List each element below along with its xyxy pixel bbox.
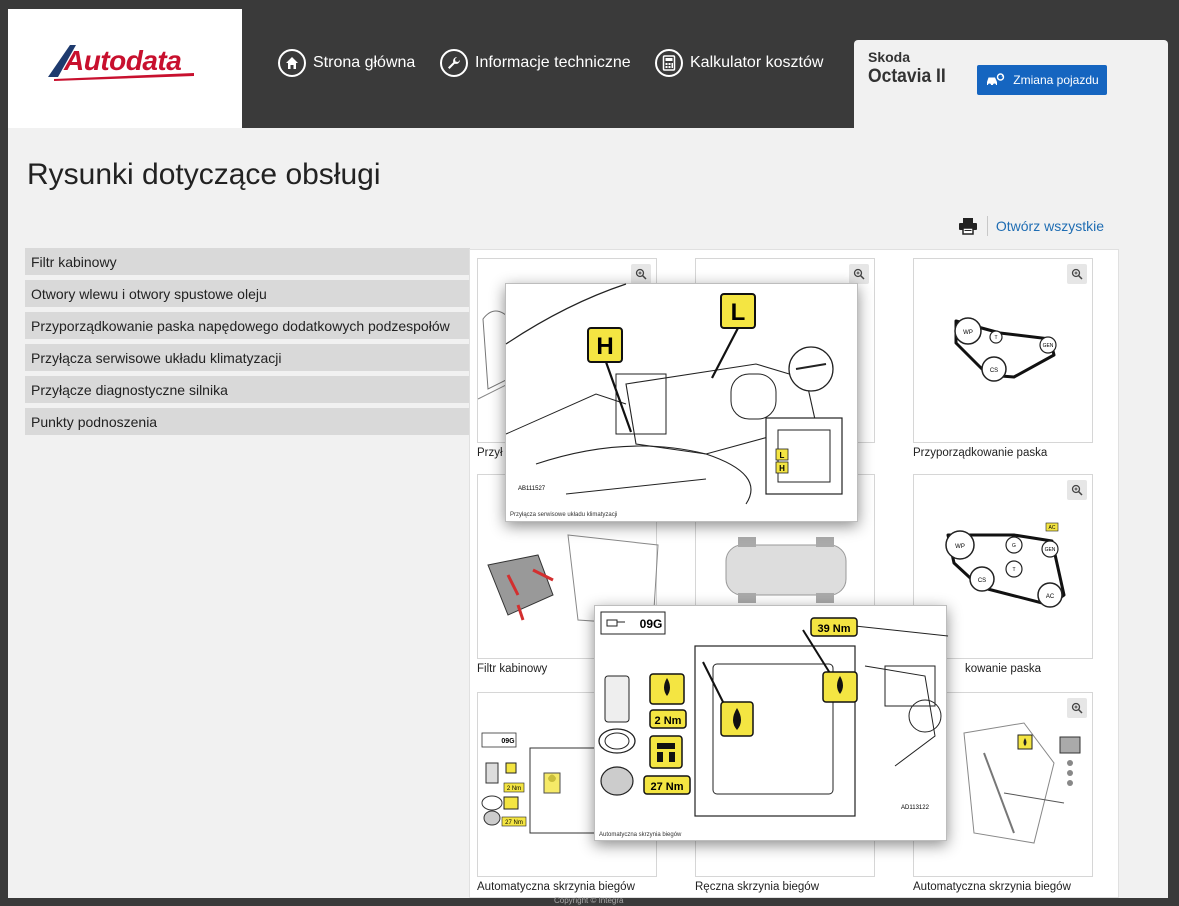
thumb-belt-routing-1[interactable] (913, 258, 1093, 459)
thumb-caption: Przyporządkowanie paska (913, 447, 1048, 459)
page-title: Rysunki dotyczące obsługi (27, 158, 381, 191)
torque-39nm: 39 Nm (817, 623, 851, 635)
thumb-caption: Przył (477, 447, 503, 459)
thumb-caption: Ręczna skrzynia biegów (695, 881, 820, 893)
home-icon (278, 49, 306, 77)
ac-ports-drawing (506, 284, 859, 523)
pulley-cs-label: CS (989, 368, 999, 374)
list-item-belt-routing[interactable]: Przyporządkowanie paska napędowego dodatkowych podzespołów (25, 312, 470, 339)
popup-caption: Automatyczna skrzynia biegów (599, 832, 682, 838)
thumb-caption: Filtr kabinowy (477, 663, 548, 675)
popup-ac-ports[interactable] (505, 283, 858, 522)
label-h: H (596, 333, 614, 360)
logo-text: Autodata (64, 45, 182, 76)
pulley-cs-label: CS (977, 578, 987, 584)
pulley-gen-label: GEN (1042, 343, 1054, 349)
inset-h-label: H (779, 464, 785, 473)
drawings-gallery (469, 249, 1119, 898)
ac-badge: AC (1048, 525, 1056, 531)
pulley-gen-label: GEN (1044, 547, 1056, 553)
toolbar-divider (987, 216, 988, 236)
nav-technical-label: Informacje techniczne (475, 54, 631, 71)
printer-icon[interactable] (957, 215, 979, 237)
logo-container[interactable] (8, 9, 242, 128)
drawing-category-list (25, 248, 470, 440)
gearbox-drawing (595, 606, 948, 842)
zoom-icon[interactable] (1067, 698, 1087, 718)
nav-technical-info[interactable] (440, 47, 631, 79)
drawing-ref: AD113122 (901, 805, 929, 811)
nav-home[interactable] (278, 47, 415, 79)
vehicle-panel (854, 40, 1168, 128)
vehicle-make: Skoda (868, 49, 911, 65)
wrench-icon (440, 49, 468, 77)
nav-home-label: Strona główna (313, 54, 416, 71)
nav-calculator-label: Kalkulator kosztów (690, 54, 824, 71)
thumb-image[interactable] (913, 258, 1093, 443)
belt-diagram-1 (914, 259, 1094, 444)
thumb-caption: Automatyczna skrzynia biegów (477, 881, 635, 893)
pulley-g-label: G (1012, 543, 1016, 549)
pulley-wp-label: WP (955, 544, 965, 550)
list-item-cabin-filter[interactable]: Filtr kabinowy (25, 248, 470, 275)
calculator-icon (655, 49, 683, 77)
gearbox-code: 09G (639, 617, 663, 631)
app-frame (8, 9, 1168, 905)
list-item-diagnostic-port[interactable]: Przyłącze diagnostyczne silnika (25, 376, 470, 403)
car-swap-icon (985, 73, 1005, 87)
toolbar (957, 214, 1104, 238)
label-l: L (730, 299, 746, 326)
torque-2nm: 2 Nm (654, 715, 682, 727)
change-vehicle-label: Zmiana pojazdu (1013, 73, 1099, 87)
thumb-caption: Automatyczna skrzynia biegów (913, 881, 1071, 893)
list-item-ac-service-ports[interactable]: Przyłącza serwisowe układu klimatyzacji (25, 344, 470, 371)
change-vehicle-button[interactable] (977, 65, 1107, 95)
thumb7-code: 09G (501, 738, 515, 745)
thumb7-torque-2: 27 Nm (505, 820, 523, 826)
popup-auto-gearbox[interactable] (594, 605, 947, 841)
popup-caption: Przyłącza serwisowe układu klimatyzacji (510, 512, 618, 518)
zoom-icon[interactable] (631, 264, 651, 284)
thumb7-torque-1: 2 Nm (506, 786, 522, 792)
open-all-link[interactable]: Otwórz wszystkie (995, 218, 1104, 234)
list-item-lifting-points[interactable]: Punkty podnoszenia (25, 408, 470, 435)
top-bar (8, 9, 1168, 128)
copyright: Copyright © Integra (554, 896, 624, 905)
torque-27nm: 27 Nm (650, 781, 684, 793)
pulley-t-label: T (1012, 567, 1016, 573)
zoom-icon[interactable] (1067, 480, 1087, 500)
pulley-wp-label: WP (963, 330, 973, 336)
thumb-caption: kowanie paska (965, 663, 1042, 675)
zoom-icon[interactable] (849, 264, 869, 284)
pulley-ac-label: AC (1045, 594, 1055, 600)
drawing-ref: AB111527 (518, 486, 546, 492)
zoom-icon[interactable] (1067, 264, 1087, 284)
pulley-t-label: T (994, 335, 998, 341)
list-item-oil-ports[interactable]: Otwory wlewu i otwory spustowe oleju (25, 280, 470, 307)
nav-cost-calculator[interactable] (655, 47, 823, 79)
inset-l-label: L (779, 451, 785, 460)
vehicle-model: Octavia II (868, 66, 946, 87)
